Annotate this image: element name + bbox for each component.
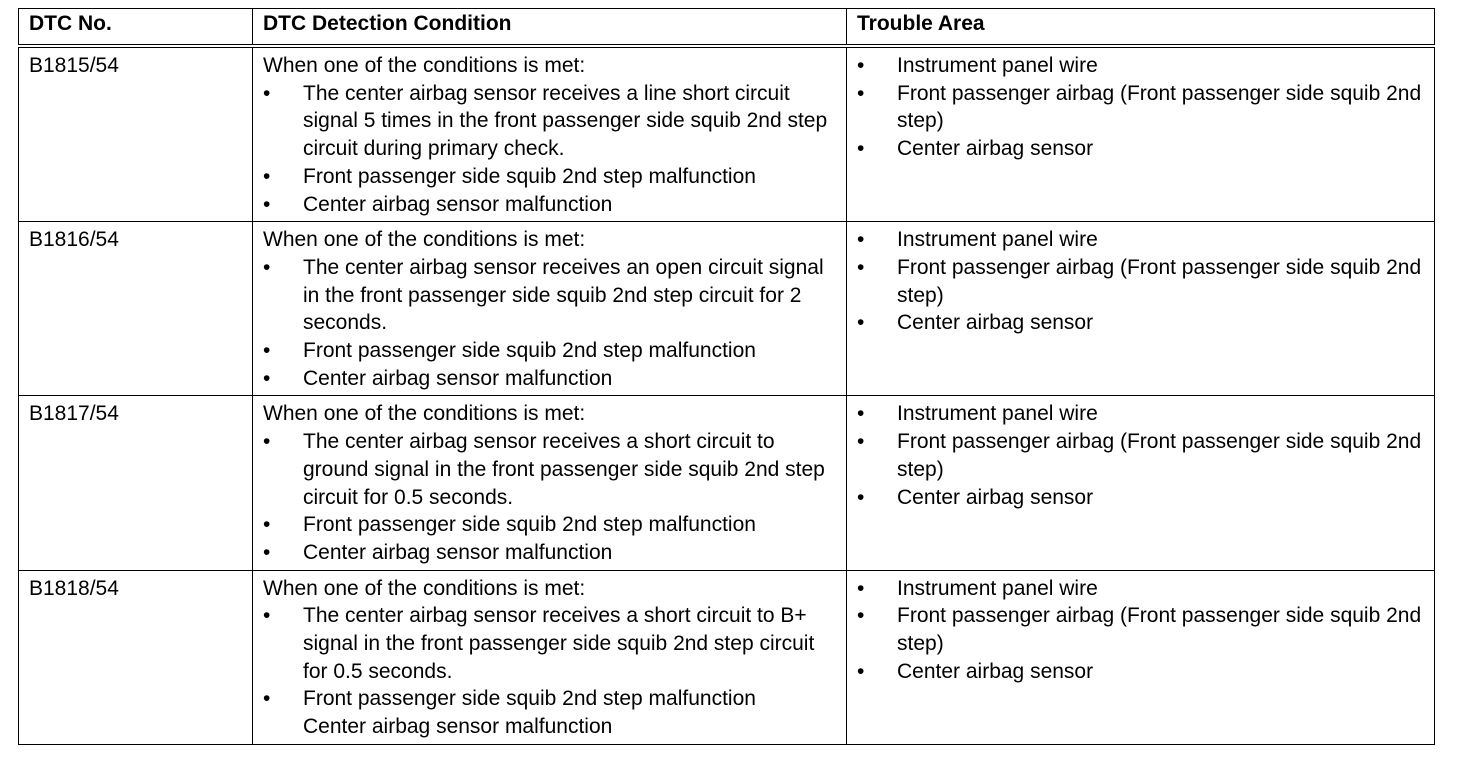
dtc-code: B1815/54 <box>19 46 253 222</box>
condition-item: • Front passenger side squib 2nd step malfunction <box>263 511 836 539</box>
table-row <box>19 46 1435 222</box>
header-dtc-no: DTC No. <box>19 9 253 47</box>
trouble-area-item: • Center airbag sensor <box>857 309 1424 337</box>
condition-item: • Center airbag sensor malfunction <box>263 539 836 567</box>
trouble-area-cell <box>847 46 1435 222</box>
trouble-area-item: • Instrument panel wire <box>857 52 1424 80</box>
condition-intro: When one of the conditions is met: <box>263 576 586 600</box>
trouble-area-cell <box>847 570 1435 744</box>
condition-item: Center airbag sensor malfunction <box>303 715 613 739</box>
trouble-area-list <box>857 575 1424 686</box>
trouble-area-item: • Front passenger airbag (Front passenger side squib 2nd step) <box>857 254 1424 309</box>
header-detection-condition: DTC Detection Condition <box>253 9 847 47</box>
trouble-area-item: • Front passenger airbag (Front passenger side squib 2nd step) <box>857 602 1424 657</box>
trouble-area-list <box>857 400 1424 511</box>
condition-list <box>263 254 836 393</box>
condition-item: • Center airbag sensor malfunction <box>263 365 836 393</box>
condition-item: • Center airbag sensor malfunction <box>263 191 836 219</box>
trouble-area-list <box>857 226 1424 337</box>
condition-item: • Front passenger side squib 2nd step malfunction <box>263 163 836 191</box>
condition-item: • The center airbag sensor receives an open circuit signal in the front passenger side squib 2nd step circuit for 2 seconds. <box>263 254 836 337</box>
table-row <box>19 570 1435 744</box>
condition-item: • The center airbag sensor receives a short circuit to ground signal in the front passenger side squib 2nd step circuit for 0.5 seconds. <box>263 428 836 511</box>
table-header-row <box>19 9 1435 47</box>
trouble-area-cell <box>847 396 1435 570</box>
condition-list <box>263 602 836 741</box>
condition-list <box>263 428 836 567</box>
condition-list <box>263 80 836 219</box>
dtc-code: B1817/54 <box>19 396 253 570</box>
condition-item: • The center airbag sensor receives a line short circuit signal 5 times in the front passenger side squib 2nd step circuit during primary check. <box>263 80 836 163</box>
trouble-area-item: • Instrument panel wire <box>857 400 1424 428</box>
detection-condition-cell <box>253 396 847 570</box>
trouble-area-item: • Front passenger airbag (Front passenger side squib 2nd step) <box>857 80 1424 135</box>
trouble-area-cell <box>847 222 1435 396</box>
trouble-area-item: • Instrument panel wire <box>857 226 1424 254</box>
table-row <box>19 396 1435 570</box>
condition-intro: When one of the conditions is met: <box>263 402 586 426</box>
trouble-area-item: • Center airbag sensor <box>857 658 1424 686</box>
trouble-area-item: • Instrument panel wire <box>857 575 1424 603</box>
detection-condition-cell <box>253 46 847 222</box>
trouble-area-item: • Center airbag sensor <box>857 484 1424 512</box>
condition-intro: When one of the conditions is met: <box>263 54 586 77</box>
trouble-area-item: • Center airbag sensor <box>857 135 1424 163</box>
dtc-code: B1818/54 <box>19 570 253 744</box>
condition-item: • Front passenger side squib 2nd step malfunction <box>263 337 836 365</box>
condition-intro: When one of the conditions is met: <box>263 228 586 252</box>
condition-item: • The center airbag sensor receives a short circuit to B+ signal in the front passenger side squib 2nd step circuit for 0.5 seconds. <box>263 602 836 685</box>
dtc-code: B1816/54 <box>19 222 253 396</box>
table-row <box>19 222 1435 396</box>
trouble-area-item: • Front passenger airbag (Front passenger side squib 2nd step) <box>857 428 1424 483</box>
condition-item: • Front passenger side squib 2nd step malfunction <box>263 685 836 713</box>
detection-condition-cell <box>253 570 847 744</box>
header-trouble-area: Trouble Area <box>847 9 1435 47</box>
trouble-area-list <box>857 52 1424 163</box>
dtc-table <box>18 8 1435 745</box>
detection-condition-cell <box>253 222 847 396</box>
